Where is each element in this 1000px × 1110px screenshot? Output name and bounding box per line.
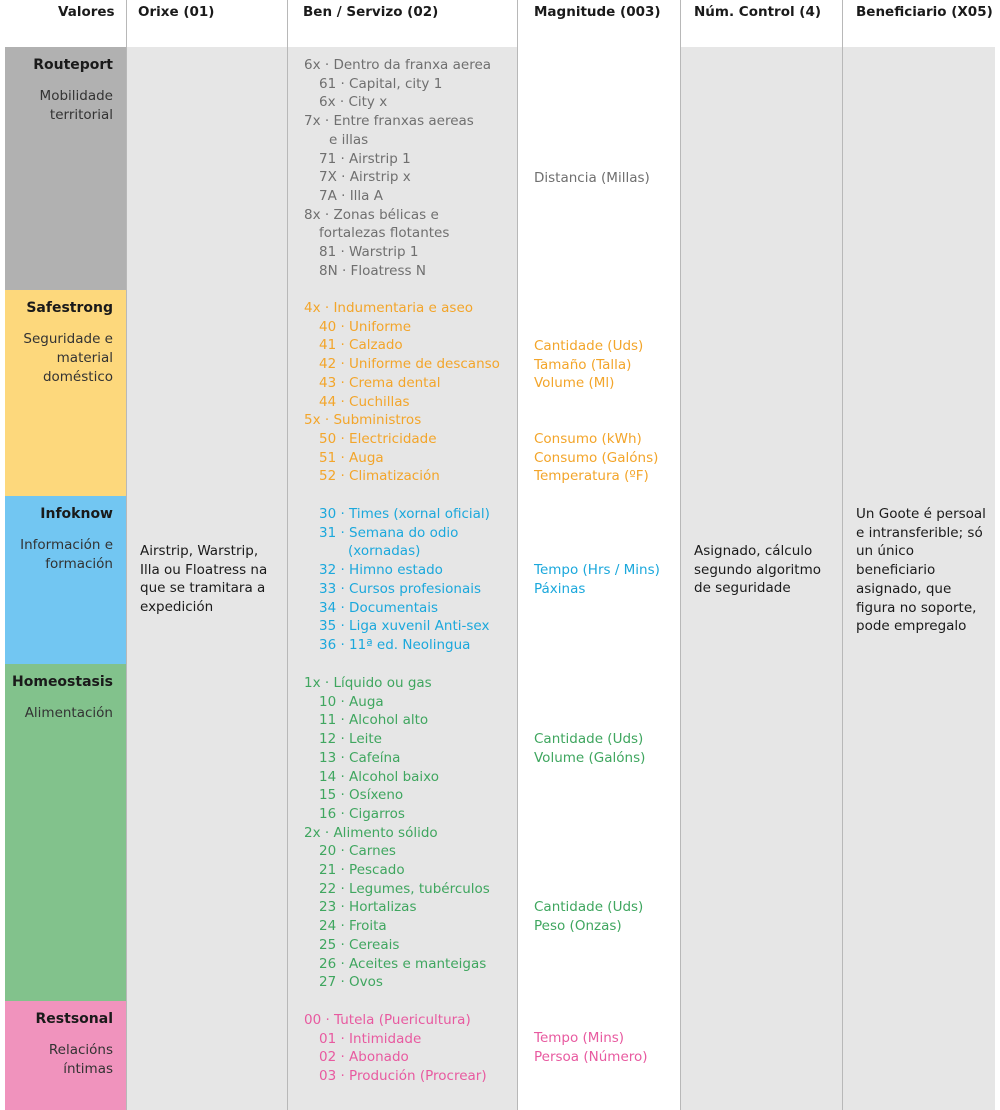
header-magnitude: Magnitude (003) xyxy=(534,4,661,20)
list-item: 1x · Líquido ou gas xyxy=(304,675,432,691)
list-item: 25 · Cereais xyxy=(319,936,400,953)
list-item: 27 · Ovos xyxy=(319,974,383,991)
header-beneficiario: Beneficiario (X05) xyxy=(856,4,993,20)
beneficiario-description: Un Goote é persoal e intransferible; só un único beneficiario asignado, que figura no soporte, pode empregalo xyxy=(856,506,986,635)
list-item: 51 · Auga xyxy=(319,449,384,466)
list-item: 36 · 11ª ed. Neolingua xyxy=(319,636,471,653)
magnitude-routeport xyxy=(534,169,650,188)
category-description: Información e formación xyxy=(20,537,113,572)
category-name: Safestrong xyxy=(26,300,113,316)
list-item: 31 · Semana do odio xyxy=(319,524,459,541)
category-name: Infoknow xyxy=(40,506,113,522)
list-item: 20 · Carnes xyxy=(319,843,396,860)
category-routeport xyxy=(5,47,126,290)
list-item: 02 · Abonado xyxy=(319,1049,409,1066)
list-item: 8N · Floatress N xyxy=(319,262,426,279)
column-divider xyxy=(287,0,288,1110)
list-item: 35 · Liga xuvenil Anti-sex xyxy=(319,618,490,635)
list-item: 11 · Alcohol alto xyxy=(319,712,429,729)
service-list-infoknow xyxy=(304,505,490,655)
table-header xyxy=(0,0,1000,30)
list-item: 00 · Tutela (Puericultura) xyxy=(304,1012,471,1028)
magnitude-value: Cantidade (Uds) xyxy=(534,899,644,915)
column-divider xyxy=(517,0,518,1110)
category-name: Routeport xyxy=(33,57,113,73)
orixe-description: Airstrip, Warstrip, Illa ou Floatress na que se tramitara a expedición xyxy=(140,543,268,616)
header-orixe: Orixe (01) xyxy=(138,4,215,20)
magnitude-value: Tamaño (Talla) xyxy=(534,356,632,373)
category-infoknow xyxy=(5,496,126,664)
category-restsonal xyxy=(5,1001,126,1110)
magnitude-homeostasis-solido xyxy=(534,898,643,935)
list-item: 50 · Electricidade xyxy=(319,430,437,447)
list-item: 12 · Leite xyxy=(319,731,382,748)
magnitude-value: Cantidade (Uds) xyxy=(534,338,644,354)
magnitude-value: Volume (Ml) xyxy=(534,375,615,392)
magnitude-value: Volume (Galóns) xyxy=(534,749,646,766)
list-item: 32 · Himno estado xyxy=(319,562,443,579)
category-description: Seguridade e material doméstico xyxy=(23,331,113,385)
header-valores: Valores xyxy=(58,4,115,20)
category-safestrong xyxy=(5,290,126,496)
header-ben-servizo: Ben / Servizo (02) xyxy=(303,4,439,20)
list-item: 30 · Times (xornal oficial) xyxy=(319,506,490,522)
category-description: Mobilidade territorial xyxy=(39,88,113,123)
service-list-restsonal xyxy=(304,1011,487,1086)
magnitude-value: Peso (Onzas) xyxy=(534,917,622,934)
list-item: 7A · Illa A xyxy=(319,187,383,204)
list-item: e illas xyxy=(329,131,369,148)
list-item: 61 · Capital, city 1 xyxy=(319,75,443,92)
list-item: 13 · Cafeína xyxy=(319,749,401,766)
magnitude-restsonal xyxy=(534,1029,648,1066)
list-item: 43 · Crema dental xyxy=(319,374,441,391)
category-homeostasis xyxy=(5,664,126,1001)
control-description: Asignado, cálculo segundo algoritmo de seguridade xyxy=(694,543,821,597)
list-item: 33 · Cursos profesionais xyxy=(319,580,481,597)
list-item: 41 · Calzado xyxy=(319,337,403,354)
list-item: 34 · Documentais xyxy=(319,599,439,616)
list-item: 40 · Uniforme xyxy=(319,318,412,335)
list-item: 22 · Legumes, tubérculos xyxy=(319,880,490,897)
list-item: 44 · Cuchillas xyxy=(319,393,410,410)
magnitude-value: Distancia (Millas) xyxy=(534,170,650,186)
column-divider xyxy=(842,0,843,1110)
magnitude-value: Tempo (Mins) xyxy=(534,1030,625,1046)
list-item: 15 · Osíxeno xyxy=(319,787,404,804)
list-item: 7x · Entre franxas aereas xyxy=(304,113,474,130)
list-item: 5x · Subministros xyxy=(304,412,422,429)
list-item: 6x · Dentro da franxa aerea xyxy=(304,57,492,73)
magnitude-infoknow xyxy=(534,561,660,598)
list-item: (xornadas) xyxy=(348,543,421,560)
list-item: 14 · Alcohol baixo xyxy=(319,768,440,785)
column-divider xyxy=(126,0,127,1110)
category-description: Alimentación xyxy=(24,705,113,721)
list-item: 42 · Uniforme de descanso xyxy=(319,356,500,373)
list-item: 23 · Hortalizas xyxy=(319,899,417,916)
column-divider xyxy=(680,0,681,1110)
list-item: 01 · Intimidade xyxy=(319,1030,422,1047)
list-item: 03 · Produción (Procrear) xyxy=(319,1068,487,1085)
magnitude-value: Tempo (Hrs / Mins) xyxy=(534,562,660,578)
magnitude-value: Cantidade (Uds) xyxy=(534,731,644,747)
list-item: 4x · Indumentaria e aseo xyxy=(304,300,474,316)
category-description: Relacións íntimas xyxy=(48,1042,113,1077)
magnitude-value: Consumo (kWh) xyxy=(534,431,642,447)
list-item: 26 · Aceites e manteigas xyxy=(319,955,487,972)
list-item: 24 · Froita xyxy=(319,918,387,935)
magnitude-value: Consumo (Galóns) xyxy=(534,449,659,466)
header-num-control: Núm. Control (4) xyxy=(694,4,822,20)
list-item: 10 · Auga xyxy=(319,693,384,710)
list-item: 81 · Warstrip 1 xyxy=(319,244,419,261)
service-list-safestrong xyxy=(304,299,500,486)
category-name: Homeostasis xyxy=(12,674,113,690)
list-item: 21 · Pescado xyxy=(319,862,405,879)
magnitude-value: Páxinas xyxy=(534,580,586,597)
list-item: 6x · City x xyxy=(319,94,388,111)
magnitude-homeostasis-liquido xyxy=(534,730,645,767)
list-item: 52 · Climatización xyxy=(319,468,440,485)
list-item: 71 · Airstrip 1 xyxy=(319,150,411,167)
list-item: 16 · Cigarros xyxy=(319,805,405,822)
magnitude-safestrong-indumentaria xyxy=(534,337,643,393)
category-name: Restsonal xyxy=(35,1011,113,1027)
list-item: fortalezas flotantes xyxy=(319,225,450,242)
list-item: 8x · Zonas bélicas e xyxy=(304,206,439,223)
service-list-routeport xyxy=(304,56,491,280)
service-list-homeostasis xyxy=(304,674,490,992)
list-item: 2x · Alimento sólido xyxy=(304,824,438,841)
list-item: 7X · Airstrip x xyxy=(319,169,411,186)
magnitude-value: Temperatura (ºF) xyxy=(534,468,649,485)
magnitude-value: Persoa (Número) xyxy=(534,1048,648,1065)
magnitude-safestrong-subministros xyxy=(534,430,658,486)
